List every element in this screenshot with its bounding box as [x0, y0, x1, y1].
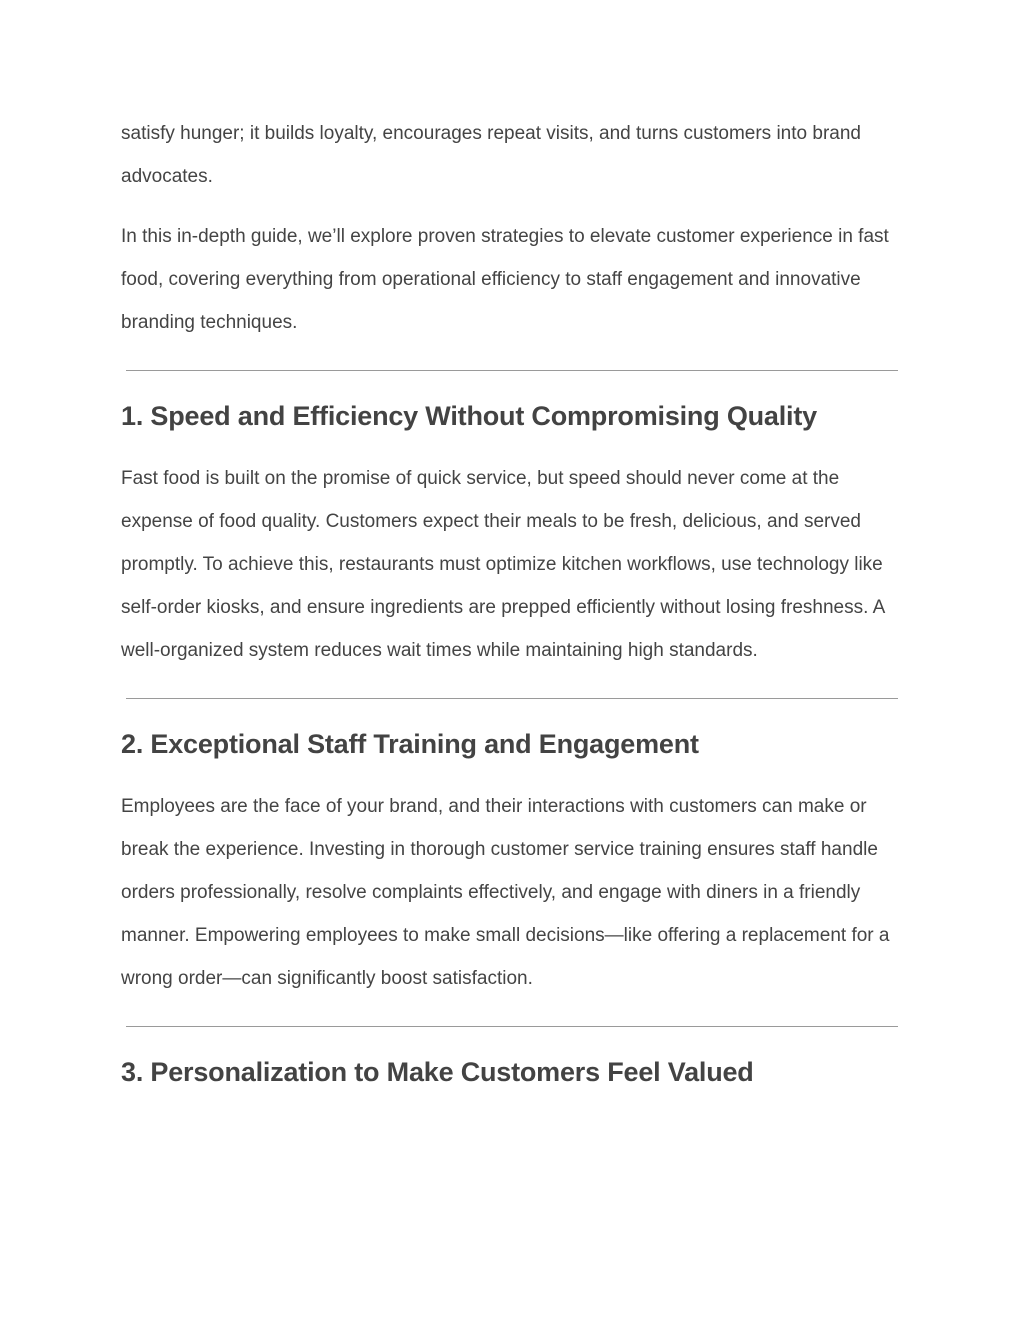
- section-heading-1: 1. Speed and Efficiency Without Compromising Quality: [121, 401, 817, 431]
- intro-paragraph-2: In this in-depth guide, we’ll explore proven strategies to elevate customer experience in fast food, covering everything from operational efficiency to staff engagement and innovative branding techniques.: [121, 226, 889, 333]
- section-divider-2: [126, 698, 898, 699]
- section-heading-3: 3. Personalization to Make Customers Feel Valued: [121, 1057, 754, 1087]
- section-divider-1: [126, 370, 898, 371]
- section-heading-2: 2. Exceptional Staff Training and Engagement: [121, 729, 699, 759]
- intro-paragraph-1: satisfy hunger; it builds loyalty, encourages repeat visits, and turns customers into brand advocates.: [121, 123, 861, 187]
- section-divider-3: [126, 1026, 898, 1027]
- section-body-1: Fast food is built on the promise of quick service, but speed should never come at the expense of food quality. Customers expect their meals to be fresh, delicious, and served promptly. To achieve this, restaurants must optimize kitchen workflows, use technology like self-order kiosks, and ensure ingredients are prepped efficiently without losing freshness. A well-organized system reduces wait times while maintaining high standards.: [121, 468, 885, 661]
- document-page: [121, 112, 911, 1113]
- section-body-2: Employees are the face of your brand, and their interactions with customers can make or break the experience. Investing in thorough customer service training ensures staff handle orders professionally, resolve complaints effectively, and engage with diners in a friendly manner. Empowering employees to make small decisions—like offering a replacement for a wrong order—can significantly boost satisfaction.: [121, 796, 890, 989]
